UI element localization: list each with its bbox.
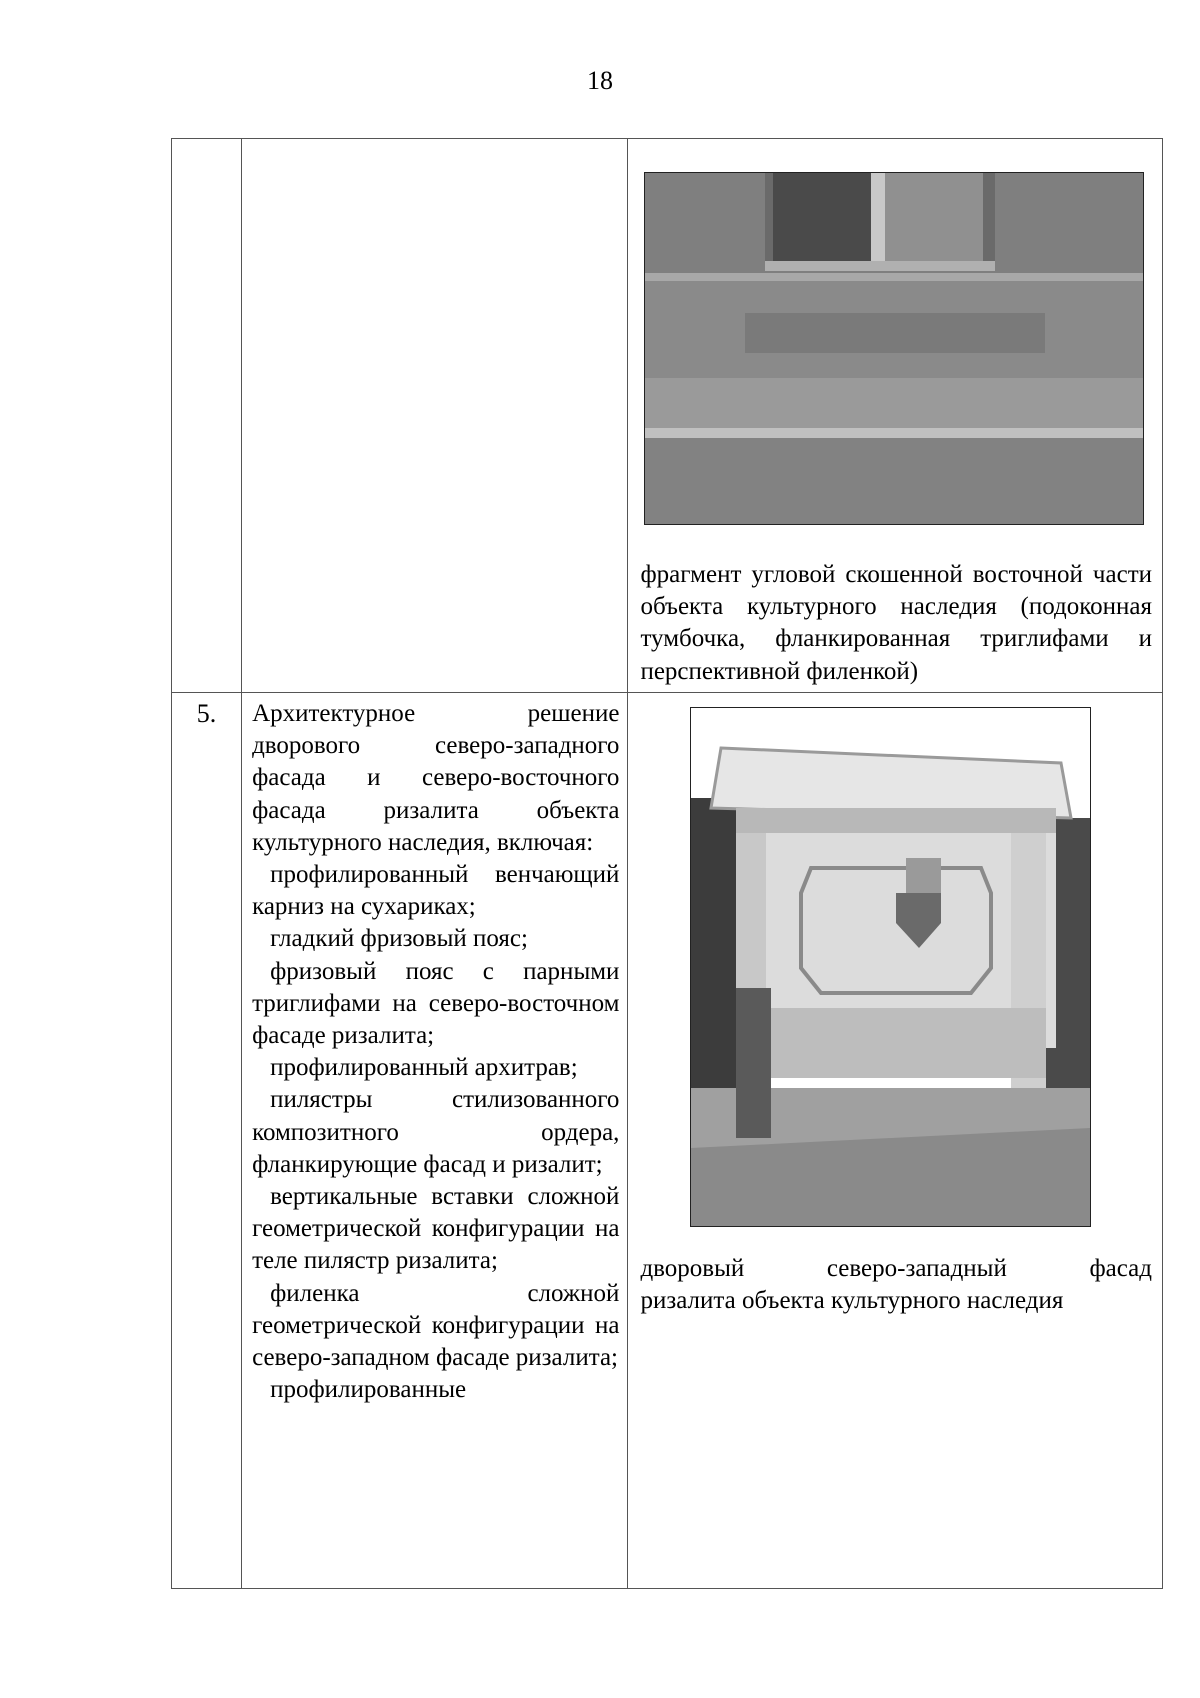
- description-item: пилястры стилизованного композитного ордера, фланкирующие фасад и ризалит;: [252, 1086, 620, 1178]
- description-paragraph: Архитектурное решение дворового северо-западного фасада и северо-восточного фасада ризалита объекта культурного наследия, включая:: [252, 700, 620, 856]
- description-item: профилированный архитрав;: [270, 1054, 578, 1082]
- caption-line: ризалита объекта культурного наследия: [640, 1287, 1064, 1315]
- page-number: 18: [587, 66, 613, 95]
- facade-window-fragment-photo: [644, 172, 1144, 525]
- table-row: [172, 139, 1163, 693]
- row-description: [242, 693, 628, 1589]
- photo-caption: фрагмент угловой скошенной восточной части объекта культурного наследия (подоконная тумбочка, фланкированная триглифами и перспективной филенкой): [640, 561, 1152, 685]
- description-item: вертикальные вставки сложной геометрической конфигурации на теле пилястр ризалита;: [252, 1183, 620, 1275]
- heritage-elements-table: [171, 138, 1163, 1589]
- row-number: 5.: [172, 693, 242, 1589]
- description-item: профилированные: [270, 1376, 467, 1404]
- caption-line: дворовый северо-западный фасад: [640, 1255, 1152, 1282]
- description-item: профилированный венчающий карниз на сухариках;: [252, 861, 620, 921]
- photo-cell: [628, 693, 1163, 1589]
- description-item: филенка сложной геометрической конфигурации на северо-западном фасаде ризалита;: [252, 1279, 620, 1372]
- row-description: [242, 139, 628, 693]
- photo-caption: [628, 1253, 1162, 1317]
- photo-cell: [628, 139, 1163, 693]
- row-number: [172, 139, 242, 693]
- courtyard-facade-photo: [690, 707, 1091, 1227]
- table-row: [172, 693, 1163, 1589]
- description-item: фризовый пояс с парными триглифами на северо-восточном фасаде ризалита;: [252, 957, 620, 1050]
- description-item: гладкий фризовый пояс;: [270, 925, 528, 953]
